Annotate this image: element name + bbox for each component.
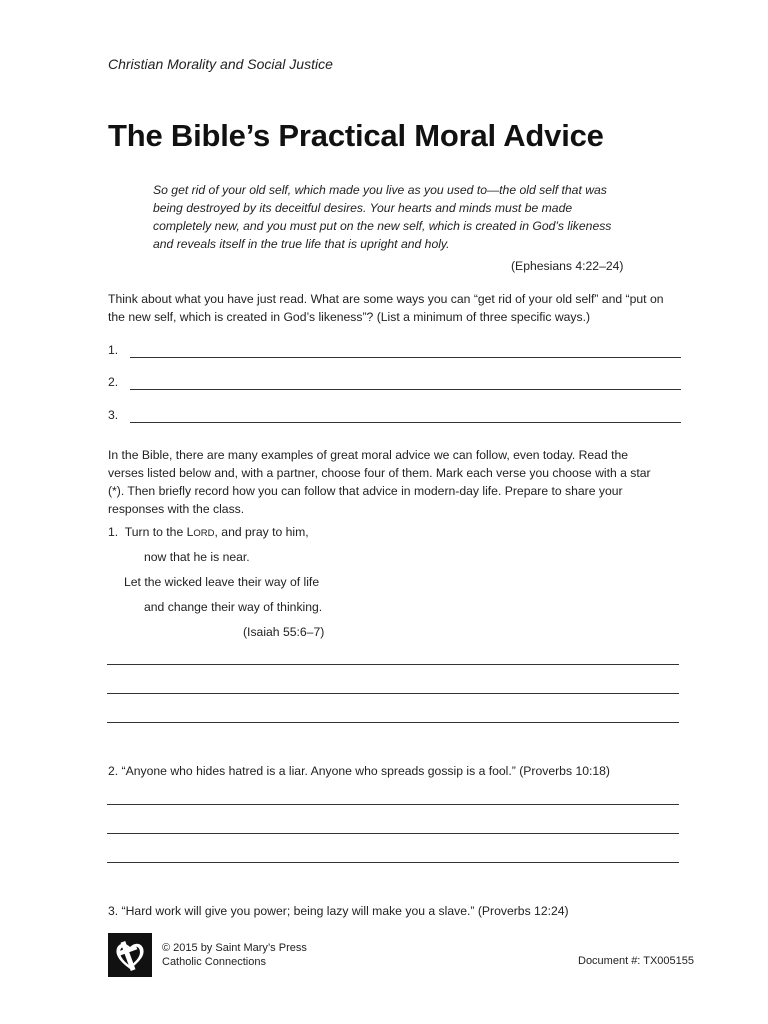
- copyright: © 2015 by Saint Mary’s Press: [162, 942, 307, 954]
- verse-1-line-3: Let the wicked leave their way of life: [124, 575, 320, 589]
- prompt-line: Think about what you have just read. What are some ways you can “get rid of your old self” and “put on: [108, 292, 664, 306]
- quote-line: completely new, and you must put on the new self, which is created in God’s likeness: [153, 219, 612, 233]
- verse-2: 2. “Anyone who hides hatred is a liar. Anyone who spreads gossip is a fool.” (Proverbs 10:18): [108, 764, 610, 778]
- instruction-line: In the Bible, there are many examples of great moral advice we can follow, even today. Read the: [108, 448, 629, 462]
- footer-credits: [162, 941, 307, 969]
- verse-1-line-4: and change their way of thinking.: [144, 600, 323, 614]
- answer-line-1[interactable]: [130, 357, 681, 358]
- verse-text: , and pray to him,: [214, 525, 309, 539]
- document-number: Document #: TX005155: [578, 955, 694, 967]
- prompt-line: the new self, which is created in God’s likeness”? (List a minimum of three specific ways.): [108, 310, 591, 324]
- answer-line-3[interactable]: [130, 422, 681, 423]
- course-name: Christian Morality and Social Justice: [108, 56, 333, 72]
- quote-line: and reveals itself in the true life that is upright and holy.: [153, 237, 450, 251]
- verse-1-line-2: now that he is near.: [144, 550, 250, 564]
- answer-number: 2.: [108, 375, 119, 389]
- quote-line: So get rid of your old self, which made you live as you used to—the old self that was: [153, 183, 607, 197]
- verse-3: 3. “Hard work will give you power; being lazy will make you a slave.” (Proverbs 12:24): [108, 904, 569, 918]
- instruction-line: verses listed below and, with a partner, choose four of them. Mark each verse you choose with a star: [108, 466, 651, 480]
- answer-number: 3.: [108, 408, 119, 422]
- response-line-v1-3[interactable]: [107, 722, 679, 723]
- response-line-v2-1[interactable]: [107, 804, 679, 805]
- page-title: The Bible’s Practical Moral Advice: [108, 118, 604, 153]
- verse-number: 1.: [108, 525, 119, 539]
- instruction-line: responses with the class.: [108, 502, 245, 516]
- verse-1-reference: (Isaiah 55:6–7): [243, 625, 325, 639]
- series-name: Catholic Connections: [162, 956, 266, 968]
- small-caps-lord: ORD: [193, 528, 215, 539]
- question-prompt: [108, 290, 683, 326]
- response-line-v1-1[interactable]: [107, 664, 679, 665]
- instruction-line: (*). Then briefly record how you can follow that advice in modern-day life. Prepare to share your: [108, 484, 623, 498]
- response-line-v2-2[interactable]: [107, 833, 679, 834]
- verse-text: Turn to the L: [124, 525, 194, 539]
- quote-line: being destroyed by its deceitful desires. Your hearts and minds must be made: [153, 201, 573, 215]
- quote-reference: (Ephesians 4:22–24): [511, 259, 624, 273]
- answer-line-2[interactable]: [130, 389, 681, 390]
- response-line-v1-2[interactable]: [107, 693, 679, 694]
- response-line-v2-3[interactable]: [107, 862, 679, 863]
- instructions: [108, 446, 683, 518]
- opening-quote: [153, 181, 653, 253]
- answer-number: 1.: [108, 343, 119, 357]
- heart-cross-logo-icon: [108, 933, 152, 977]
- verse-1-line-1: [108, 525, 309, 539]
